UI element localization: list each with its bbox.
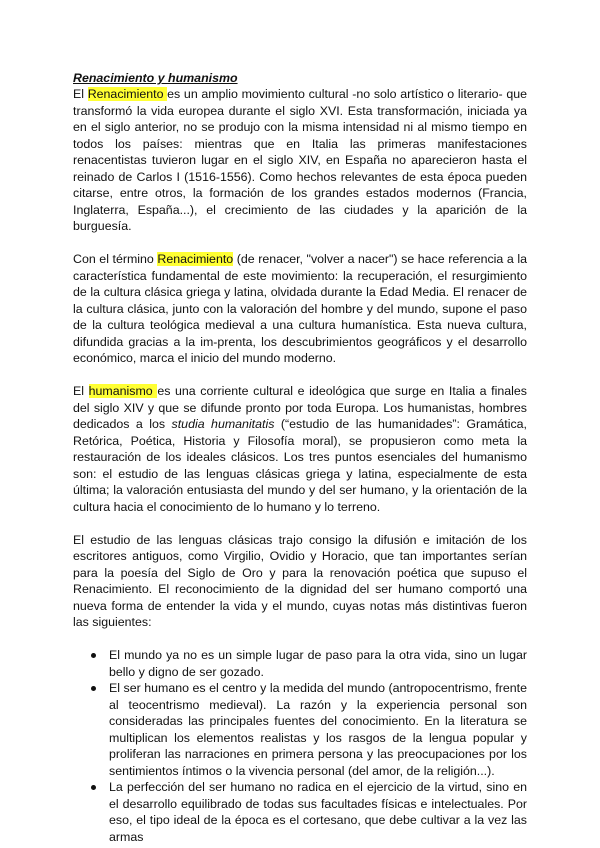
list-item (109, 680, 527, 779)
paragraph-renacimiento-intro (73, 86, 527, 235)
emphasis-studia-humanitatis: studia humanitatis (171, 417, 275, 431)
highlight-renacimiento: Renacimiento (87, 87, 168, 101)
text-run: (de renacer, "volver a nacer") se hace referencia a la característica fundamental de este movimiento: la recuperación, el resurgimiento de la cultura clásica griega y latina, olvidada durante la Edad Media. El renacer de la cultura clásica, junto con la valoración del hombre y del mundo, supone el paso de la cultura teológica medieval a una cultura humanística. Esta nueva cultura, difundida gracias a la im-prenta, los descubrimientos geográficos y el desarrollo económico, marca el inicio del mundo moderno. (73, 252, 527, 365)
paragraph-renacimiento-term (73, 251, 527, 367)
bullet-list (73, 647, 527, 845)
list-item (109, 779, 527, 845)
bullet-icon (91, 785, 96, 790)
list-item (109, 647, 527, 680)
text-run: es una corriente cultural e ideológica que surge en Italia a finales del siglo XIV y que se difunde pronto por toda Europa. Los humanistas, hombres dedicados a los (73, 384, 527, 431)
text-run: Con el término (73, 252, 158, 266)
bullet-icon (91, 686, 96, 691)
text-run: (“estudio de las humanidades”: Gramática, Retórica, Poética, Historia y Filosofía moral), se propusieron como meta la restauración de los ideales clásicos. Los tres puntos esenciales del humanismo son: el estudio de las lenguas clásicas griega y latina, especialmente de esta última; la valoración entusiasta del mundo y del ser humano, y la orientación de la cultura hacia el conocimiento de lo humano y lo terreno. (73, 417, 527, 514)
text-run: es un amplio movimiento cultural -no solo artístico o literario- que transformó la vida europea durante el siglo XVI. Esta transformación, iniciada ya en el siglo anterior, no se produjo con la misma intensidad ni al mismo tiempo en todos los países: mientras que en Italia las primeras manifestaciones renacentistas tuvieron lugar en el siglo XIV, en España no aparecieron hasta el reinado de Carlos I (1516-1556). Como hechos relevantes de esta época pueden citarse, entre otros, la formación de los grandes estados modernos (Francia, Inglaterra, España...), el crecimiento de las ciudades y la aparición de la burguesía. (73, 87, 527, 233)
document-title: Renacimiento y humanismo (73, 71, 238, 85)
highlight-renacimiento-term: Renacimiento (157, 252, 234, 266)
text-run: El (73, 87, 88, 101)
list-item-text: La perfección del ser humano no radica en el ejercicio de la virtud, sino en el desarrollo equilibrado de todas sus facultades físicas e intelectuales. Por eso, el tipo ideal de la época es el cortesano, que debe cultivar a la vez las armas (109, 780, 527, 844)
list-item-text: El mundo ya no es un simple lugar de paso para la otra vida, sino un lugar bello y digno de ser gozado. (109, 648, 527, 679)
bullet-icon (91, 653, 96, 658)
paragraph-humanismo (73, 383, 527, 515)
text-run: El (73, 384, 89, 398)
highlight-humanismo: humanismo (88, 384, 158, 398)
paragraph-lenguas-clasicas: El estudio de las lenguas clásicas trajo consigo la difusión e imitación de los escritores antiguos, como Virgilio, Ovidio y Horacio, que tan importantes serían para la poesía del Siglo de Oro y para la renovación poética que supuso el Renacimiento. El reconocimiento de la dignidad del ser humano comportó una nueva forma de entender la vida y el mundo, cuyas notas más distintivas fueron las siguientes: (73, 532, 527, 629)
list-item-text: El ser humano es el centro y la medida del mundo (antropocentrismo, frente al teocentrismo medieval). La razón y la experiencia personal son consideradas las principales fuentes del conocimiento. En la literatura se multiplican los elementos realistas y los rasgos de la lengua popular y proliferan las narraciones en primera persona y las preocupaciones por los sentimientos íntimos o la vivencia personal (del amor, de la religión...). (109, 681, 527, 778)
